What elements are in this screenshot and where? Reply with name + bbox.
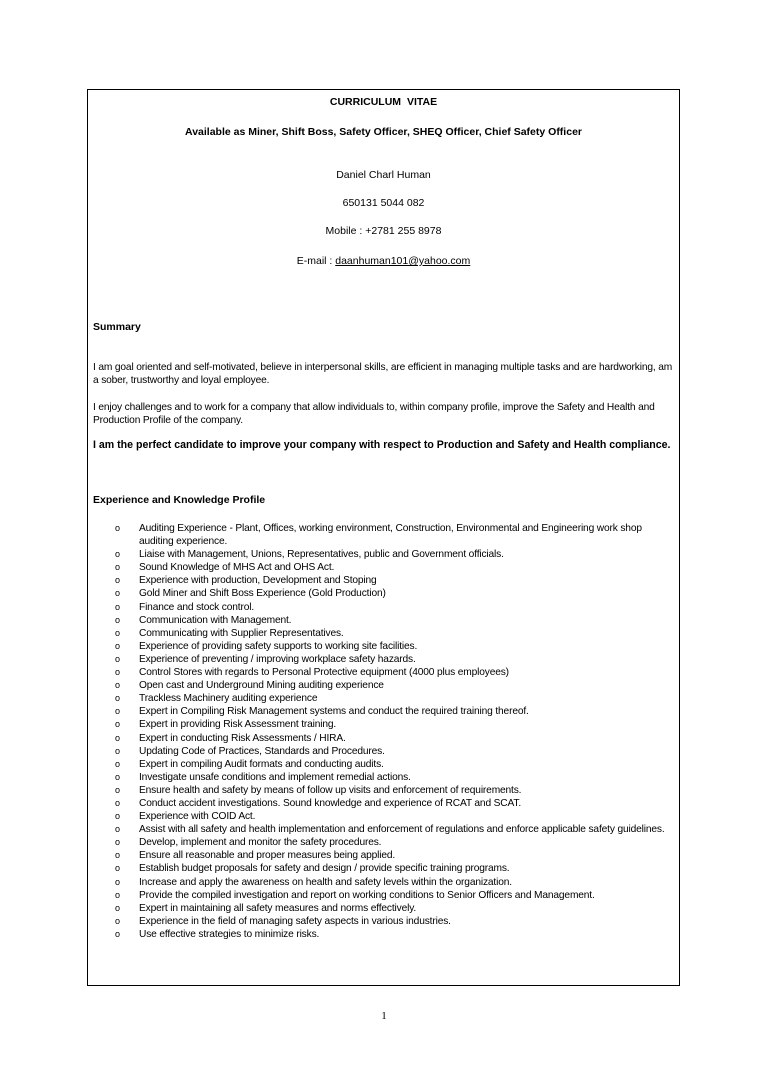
list-item-text: Experience with production, Development and Stoping xyxy=(139,575,377,587)
list-item-text: Expert in conducting Risk Assessments / HIRA. xyxy=(139,732,346,744)
list-item-text: Provide the compiled investigation and report on working conditions to Senior Officers and Management. xyxy=(139,889,595,901)
bullet-icon: o xyxy=(115,614,120,625)
list-item-text: Open cast and Underground Mining auditing experience xyxy=(139,680,384,692)
bullet-icon: o xyxy=(115,732,120,743)
list-item xyxy=(88,561,680,574)
bullet-icon: o xyxy=(115,562,120,573)
list-item-text: Trackless Machinery auditing experience xyxy=(139,693,318,705)
bullet-icon: o xyxy=(115,837,120,848)
email-label: E-mail : xyxy=(296,255,336,267)
bullet-icon: o xyxy=(115,601,120,612)
list-item-text: Expert in providing Risk Assessment training. xyxy=(139,719,337,731)
list-item xyxy=(88,522,680,548)
list-item xyxy=(88,653,680,666)
list-item-text: Expert in maintaining all safety measures and norms effectively. xyxy=(139,902,417,914)
bullet-icon: o xyxy=(115,588,120,599)
list-item-text: Use effective strategies to minimize risks. xyxy=(139,928,320,940)
list-item-text: Sound Knowledge of MHS Act and OHS Act. xyxy=(139,562,335,574)
list-item-text: Updating Code of Practices, Standards and Procedures. xyxy=(139,745,385,757)
list-item xyxy=(88,810,680,823)
list-item xyxy=(88,548,680,561)
candidate-statement: I am the perfect candidate to improve your company with respect to Production and Safety and Health compliance. xyxy=(93,439,671,451)
list-item xyxy=(88,902,680,915)
list-item xyxy=(88,614,680,627)
list-item-text: Liaise with Management, Unions, Representatives, public and Government officials. xyxy=(139,549,504,561)
list-item xyxy=(88,679,680,692)
list-item xyxy=(88,862,680,875)
list-item-text: Expert in Compiling Risk Management systems and conduct the required training thereof. xyxy=(139,706,529,718)
bullet-icon: o xyxy=(115,680,120,691)
list-item-text: Investigate unsafe conditions and implement remedial actions. xyxy=(139,771,411,783)
list-item-text: Expert in compiling Audit formats and conducting audits. xyxy=(139,758,384,770)
list-item xyxy=(88,666,680,679)
bullet-icon: o xyxy=(115,797,120,808)
bullet-icon: o xyxy=(115,523,120,533)
list-item-text: Communication with Management. xyxy=(139,614,292,626)
list-item xyxy=(88,771,680,784)
bullet-icon: o xyxy=(115,811,120,822)
list-item-text: Experience of preventing / improving workplace safety hazards. xyxy=(139,653,416,665)
list-item-text: Communicating with Supplier Representatives. xyxy=(139,627,344,639)
bullet-icon: o xyxy=(115,640,120,651)
list-item xyxy=(88,836,680,849)
summary-paragraph-2: I enjoy challenges and to work for a company that allow individuals to, within company profile, improve the Safety and Health and Production Profile of the company. xyxy=(93,402,655,426)
bullet-icon: o xyxy=(115,876,120,887)
list-item xyxy=(88,928,680,941)
bullet-icon: o xyxy=(115,758,120,769)
list-item xyxy=(88,732,680,745)
list-item-text: Conduct accident investigations. Sound knowledge and experience of RCAT and SCAT. xyxy=(139,797,522,809)
list-item xyxy=(88,758,680,771)
bullet-icon: o xyxy=(115,575,120,586)
list-item-text: Develop, implement and monitor the safety procedures. xyxy=(139,837,382,849)
bullet-icon: o xyxy=(115,784,120,795)
list-item xyxy=(88,640,680,653)
list-item xyxy=(88,705,680,718)
bullet-icon: o xyxy=(115,928,120,939)
list-item-text: Control Stores with regards to Personal Protective equipment (4000 plus employees) xyxy=(139,667,509,679)
bullet-icon: o xyxy=(115,889,120,900)
bullet-icon: o xyxy=(115,915,120,926)
list-item xyxy=(88,849,680,862)
list-item xyxy=(88,718,680,731)
id-number: 650131 5044 082 xyxy=(342,197,425,209)
list-item xyxy=(88,627,680,640)
list-item-text: Increase and apply the awareness on health and safety levels within the organization. xyxy=(139,876,512,888)
cv-page-frame xyxy=(87,89,680,986)
mobile-number: Mobile : +2781 255 8978 xyxy=(325,225,442,237)
list-item xyxy=(88,601,680,614)
experience-list xyxy=(88,522,680,941)
summary-heading: Summary xyxy=(93,321,141,333)
bullet-icon: o xyxy=(115,824,120,835)
bullet-icon: o xyxy=(115,850,120,861)
email-link[interactable]: daanhuman101@yahoo.com xyxy=(335,255,471,267)
list-item-text: Ensure all reasonable and proper measures being applied. xyxy=(139,850,396,862)
bullet-icon: o xyxy=(115,693,120,704)
list-item-text: Gold Miner and Shift Boss Experience (Gold Production) xyxy=(139,588,386,600)
list-item xyxy=(88,889,680,902)
list-item-text: Experience with COID Act. xyxy=(139,811,256,823)
list-item xyxy=(88,823,680,836)
list-item xyxy=(88,915,680,928)
document-title: CURRICULUM VITAE xyxy=(329,96,438,108)
bullet-icon: o xyxy=(115,771,120,782)
list-item-text: Experience of providing safety supports to working site facilities. xyxy=(139,640,418,652)
experience-heading: Experience and Knowledge Profile xyxy=(93,494,266,506)
list-item-text: Experience in the field of managing safety aspects in various industries. xyxy=(139,915,451,927)
list-item-text: Ensure health and safety by means of follow up visits and enforcement of requirements. xyxy=(139,784,522,796)
email-line xyxy=(88,255,679,267)
list-item-text: Auditing Experience - Plant, Offices, working environment, Construction, Environmental and Engineering work shop auditing experience. xyxy=(139,523,642,548)
bullet-icon: o xyxy=(115,627,120,638)
list-item xyxy=(88,574,680,587)
list-item xyxy=(88,784,680,797)
bullet-icon: o xyxy=(115,706,120,717)
bullet-icon: o xyxy=(115,745,120,756)
bullet-icon: o xyxy=(115,863,120,874)
list-item-text: Assist with all safety and health implementation and enforcement of regulations and enforce applicable safety guidelines. xyxy=(139,824,665,836)
list-item-text: Finance and stock control. xyxy=(139,601,255,613)
bullet-icon: o xyxy=(115,902,120,913)
list-item xyxy=(88,797,680,810)
bullet-icon: o xyxy=(115,719,120,730)
bullet-icon: o xyxy=(115,653,120,664)
availability-line: Available as Miner, Shift Boss, Safety Officer, SHEQ Officer, Chief Safety Officer xyxy=(185,126,582,138)
summary-paragraph-1: I am goal oriented and self-motivated, believe in interpersonal skills, are efficient in managing multiple tasks and are hardworking, am a sober, trustworthy and loyal employee. xyxy=(93,362,673,386)
bullet-icon: o xyxy=(115,549,120,560)
page-number: 1 xyxy=(381,1010,387,1022)
list-item xyxy=(88,876,680,889)
list-item xyxy=(88,745,680,758)
bullet-icon: o xyxy=(115,667,120,678)
list-item xyxy=(88,692,680,705)
candidate-name: Daniel Charl Human xyxy=(336,169,431,181)
list-item-text: Establish budget proposals for safety and design / provide specific training programs. xyxy=(139,863,510,875)
list-item xyxy=(88,587,680,600)
